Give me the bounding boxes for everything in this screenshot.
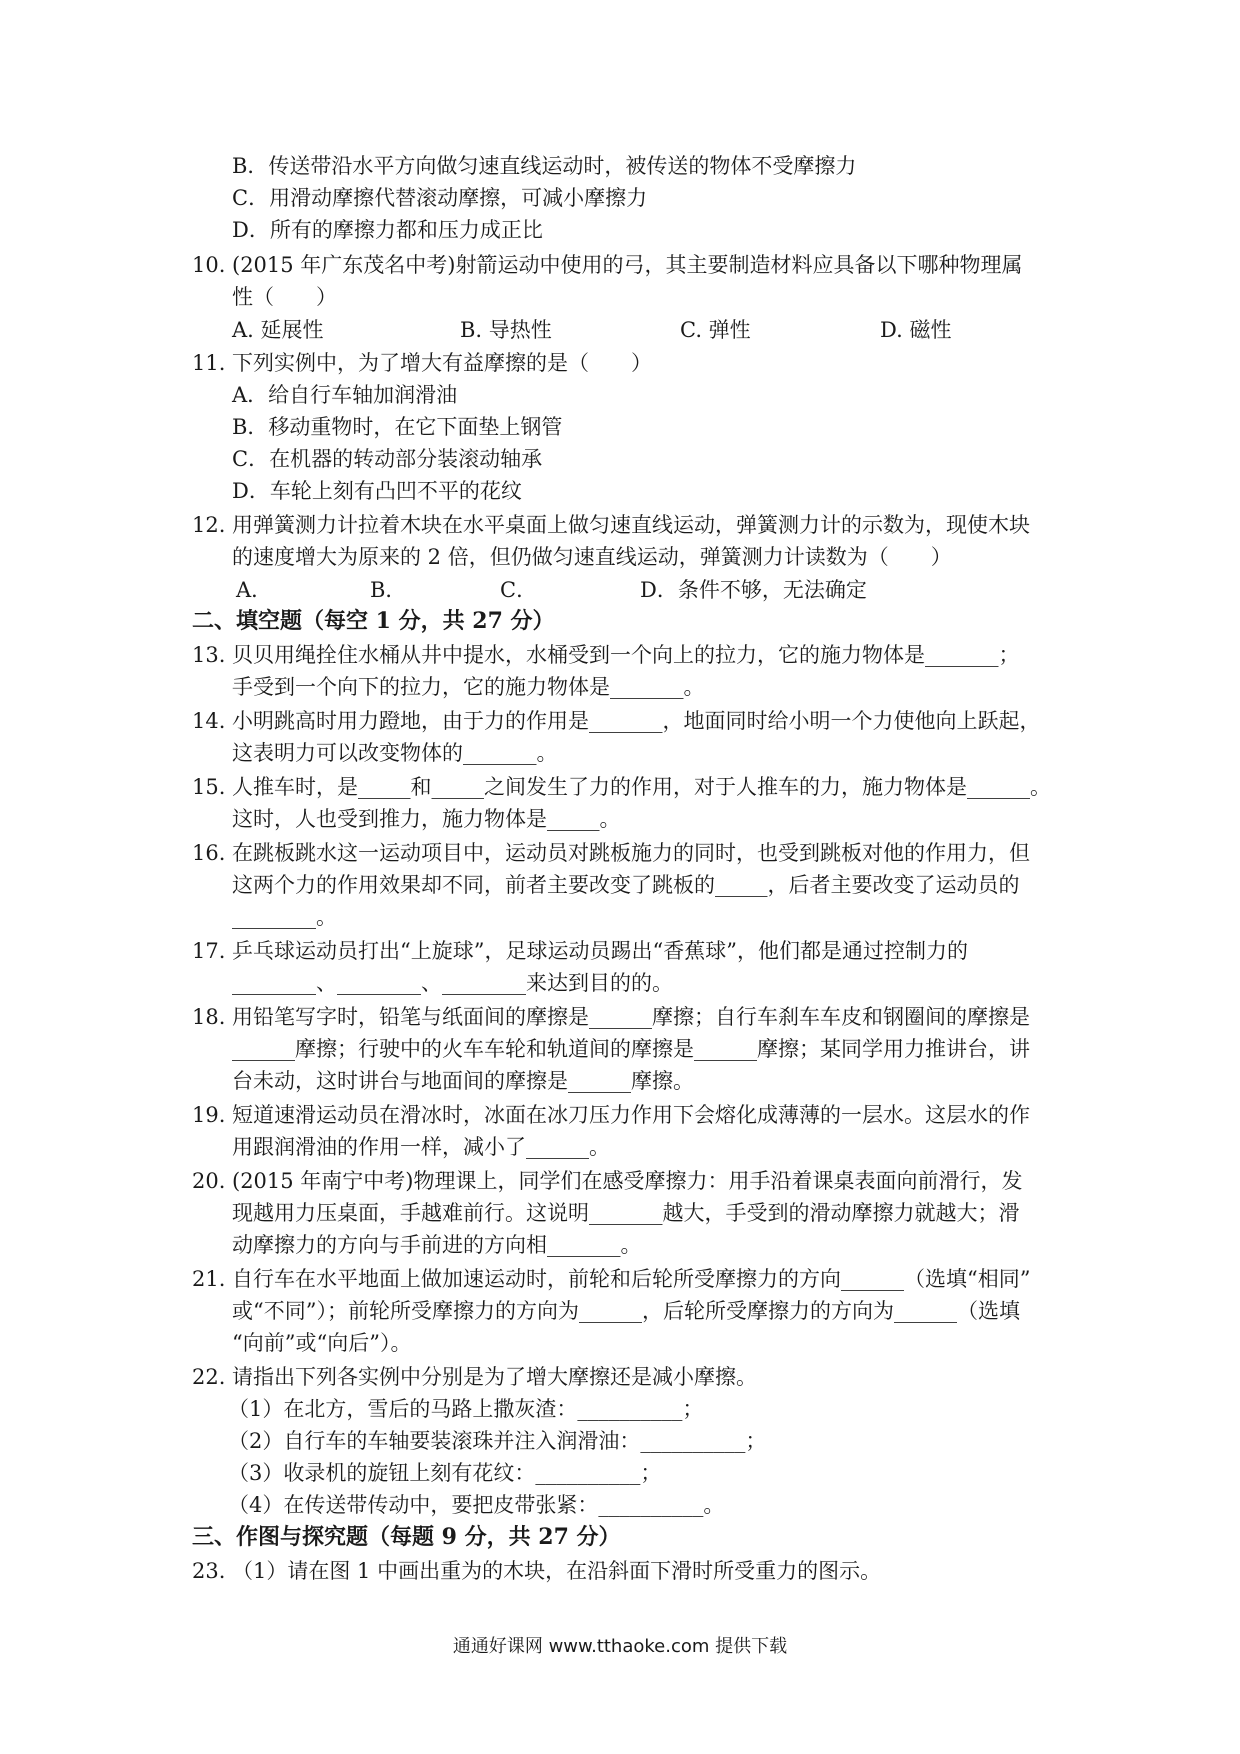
q12-option-c: C． xyxy=(500,578,538,602)
q16-line1: 16. 在跳板跳水这一运动项目中，运动员对跳板施力的同时，也受到跳板对他的作用力，但 xyxy=(192,838,1030,868)
q20-line3: 动摩擦力的方向与手前进的方向相_______。 xyxy=(232,1233,642,1257)
q22-number: 22. xyxy=(192,1365,226,1389)
q14-line1: 14. 小明跳高时用力蹬地，由于力的作用是_______，地面同时给小明一个力使他向上跃起， xyxy=(192,706,1041,736)
q10-number: 10. xyxy=(192,253,226,277)
q18-line1: 18. 用铅笔写字时，铅笔与纸面间的摩擦是______摩擦；自行车刹车车皮和钢圈间的摩擦是 xyxy=(192,1002,1030,1032)
q12-number: 12. xyxy=(192,513,226,537)
q21-number: 21. xyxy=(192,1267,226,1291)
q14-number: 14. xyxy=(192,709,226,733)
q21-line2: 或“不同”）；前轮所受摩擦力的方向为______，后轮所受摩擦力的方向为______（选填 xyxy=(232,1299,1020,1323)
q22-item-4: （4）在传送带传动中，要把皮带张紧：__________。 xyxy=(228,1493,725,1517)
q9-option-b: B．传送带沿水平方向做匀速直线运动时，被传送的物体不受摩擦力 xyxy=(232,154,857,178)
q23-number: 23. xyxy=(192,1559,226,1583)
q11-option-a: A．给自行车轴加润滑油 xyxy=(232,383,458,407)
q16-line2: 这两个力的作用效果却不同，前者主要改变了跳板的_____，后者主要改变了运动员的 xyxy=(232,873,1020,897)
q16-line3: ________。 xyxy=(232,905,337,929)
q19-number: 19. xyxy=(192,1103,226,1127)
q12-line1: 12. 用弹簧测力计拉着木块在水平桌面上做匀速直线运动，弹簧测力计的示数为，现使木块 xyxy=(192,510,1030,540)
q17-number: 17. xyxy=(192,939,226,963)
q9-option-d: D．所有的摩擦力都和压力成正比 xyxy=(232,218,543,242)
q18-line2: ______摩擦；行驶中的火车车轮和轨道间的摩擦是______摩擦；某同学用力推讲台，讲 xyxy=(232,1037,1030,1061)
q18-line3: 台未动，这时讲台与地面间的摩擦是______摩擦。 xyxy=(232,1069,694,1093)
section-2-title: 二、填空题（每空 1 分，共 27 分） xyxy=(192,608,555,634)
q23-line1: 23. （1）请在图 1 中画出重为的木块，在沿斜面下滑时所受重力的图示。 xyxy=(192,1556,881,1586)
q20-line1: 20. (2015 年南宁中考)物理课上，同学们在感受摩擦力：用手沿着课桌表面向前滑行，发 xyxy=(192,1166,1023,1196)
q10-option-a: A. 延展性 xyxy=(232,318,324,342)
q17-line1: 17. 乒乓球运动员打出“上旋球”，足球运动员踢出“香蕉球”，他们都是通过控制力的 xyxy=(192,936,968,966)
q22-item-1: （1）在北方，雪后的马路上撒灰渣：__________； xyxy=(228,1397,704,1421)
q11-option-b: B．移动重物时，在它下面垫上钢管 xyxy=(232,415,563,439)
q19-line2: 用跟润滑油的作用一样，减小了______。 xyxy=(232,1135,610,1159)
q12-option-b: B． xyxy=(370,578,407,602)
q21-line1: 21. 自行车在水平地面上做加速运动时，前轮和后轮所受摩擦力的方向______（选填“相同” xyxy=(192,1264,1030,1294)
q20-number: 20. xyxy=(192,1169,226,1193)
q17-line2: ________、________、________来达到目的的。 xyxy=(232,971,673,995)
q10-line2: 性（ ） xyxy=(232,285,337,309)
q22-line1: 22. 请指出下列各实例中分别是为了增大摩擦还是减小摩擦。 xyxy=(192,1362,757,1392)
q18-number: 18. xyxy=(192,1005,226,1029)
q22-item-2: （2）自行车的车轴要装滚珠并注入润滑油：__________； xyxy=(228,1429,767,1453)
q10-option-c: C. 弹性 xyxy=(680,318,751,342)
q11-number: 11. xyxy=(192,351,226,375)
q10-option-b: B. 导热性 xyxy=(460,318,552,342)
q19-line1: 19. 短道速滑运动员在滑冰时，冰面在冰刀压力作用下会熔化成薄薄的一层水。这层水的作 xyxy=(192,1100,1030,1130)
q14-line2: 这表明力可以改变物体的_______。 xyxy=(232,741,558,765)
section-3-title: 三、作图与探究题（每题 9 分，共 27 分） xyxy=(192,1524,621,1550)
q13-line1: 13. 贝贝用绳拴住水桶从井中提水，水桶受到一个向上的拉力，它的施力物体是_______； xyxy=(192,640,1020,670)
q20-line2: 现越用力压桌面，手越难前行。这说明_______越大，手受到的滑动摩擦力就越大；滑 xyxy=(232,1201,1020,1225)
q11-line1: 11. 下列实例中，为了增大有益摩擦的是（ ） xyxy=(192,348,652,378)
q13-number: 13. xyxy=(192,643,226,667)
q21-line3: “向前”或“向后”）。 xyxy=(232,1331,412,1355)
q15-number: 15. xyxy=(192,775,226,799)
q12-line2: 的速度增大为原来的 2 倍，但仍做匀速直线运动，弹簧测力计读数为（ ） xyxy=(232,545,952,569)
q10-line1: 10. (2015 年广东茂名中考)射箭运动中使用的弓，其主要制造材料应具备以下哪种物理属 xyxy=(192,250,1023,280)
q16-number: 16. xyxy=(192,841,226,865)
q10-option-d: D. 磁性 xyxy=(880,318,952,342)
q13-line2: 手受到一个向下的拉力，它的施力物体是_______。 xyxy=(232,675,705,699)
q11-option-c: C．在机器的转动部分装滚动轴承 xyxy=(232,447,543,471)
q11-option-d: D．车轮上刻有凸凹不平的花纹 xyxy=(232,479,522,503)
q12-option-a: A． xyxy=(236,578,273,602)
page-footer: 通通好课网 www.tthaoke.com 提供下载 xyxy=(452,1636,788,1657)
q15-line2: 这时，人也受到推力，施力物体是_____。 xyxy=(232,807,621,831)
q9-option-c: C．用滑动摩擦代替滚动摩擦，可减小摩擦力 xyxy=(232,186,648,210)
q15-line1: 15. 人推车时，是_____和_____之间发生了力的作用，对于人推车的力，施力物体是______。 xyxy=(192,772,1051,802)
q22-item-3: （3）收录机的旋钮上刻有花纹：__________； xyxy=(228,1461,662,1485)
q12-option-d: D．条件不够，无法确定 xyxy=(640,578,867,602)
